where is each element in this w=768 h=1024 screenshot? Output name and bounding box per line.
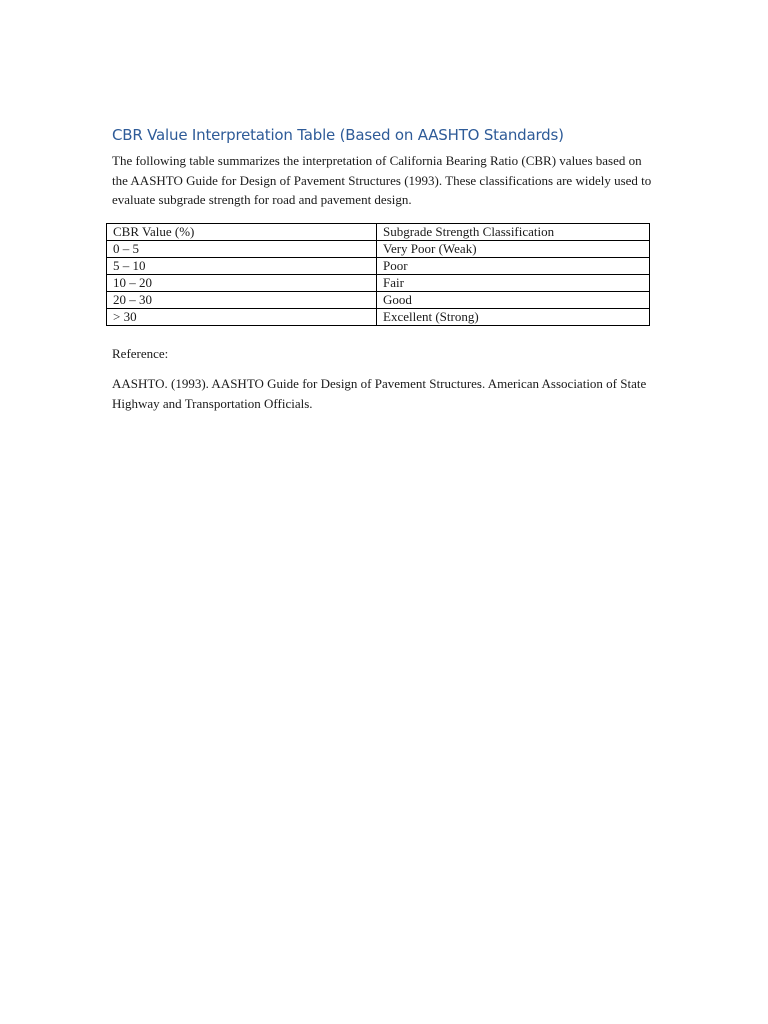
table-cell-cbr-value: 5 – 10 <box>107 257 377 274</box>
table-header-row <box>107 223 650 240</box>
document-heading: CBR Value Interpretation Table (Based on AASHTO Standards) <box>112 126 564 144</box>
table-row <box>107 240 650 257</box>
table-row <box>107 308 650 325</box>
table-cell-cbr-value: 20 – 30 <box>107 291 377 308</box>
table-header-cell: Subgrade Strength Classification <box>377 223 650 240</box>
table-cell-cbr-value: 0 – 5 <box>107 240 377 257</box>
intro-paragraph: The following table summarizes the interpretation of California Bearing Ratio (CBR) values based on the AASHTO Guide for Design of Pavement Structures (1993). These classifications are widely used to evaluate subgrade strength for road and pavement design. <box>112 153 652 207</box>
document-body <box>112 123 657 413</box>
table-row <box>107 291 650 308</box>
cbr-interpretation-table <box>106 223 650 326</box>
table-cell-classification: Very Poor (Weak) <box>377 240 650 257</box>
table-cell-classification: Poor <box>377 257 650 274</box>
table-row <box>107 257 650 274</box>
reference-citation: AASHTO. (1993). AASHTO Guide for Design of Pavement Structures. American Association of State Highway and Transportation Officials. <box>112 376 647 411</box>
table-header-cell: CBR Value (%) <box>107 223 377 240</box>
table-cell-classification: Excellent (Strong) <box>377 308 650 325</box>
reference-label: Reference: <box>112 345 169 361</box>
table-cell-cbr-value: 10 – 20 <box>107 274 377 291</box>
table-cell-classification: Fair <box>377 274 650 291</box>
table-cell-cbr-value: > 30 <box>107 308 377 325</box>
table-row <box>107 274 650 291</box>
table-cell-classification: Good <box>377 291 650 308</box>
